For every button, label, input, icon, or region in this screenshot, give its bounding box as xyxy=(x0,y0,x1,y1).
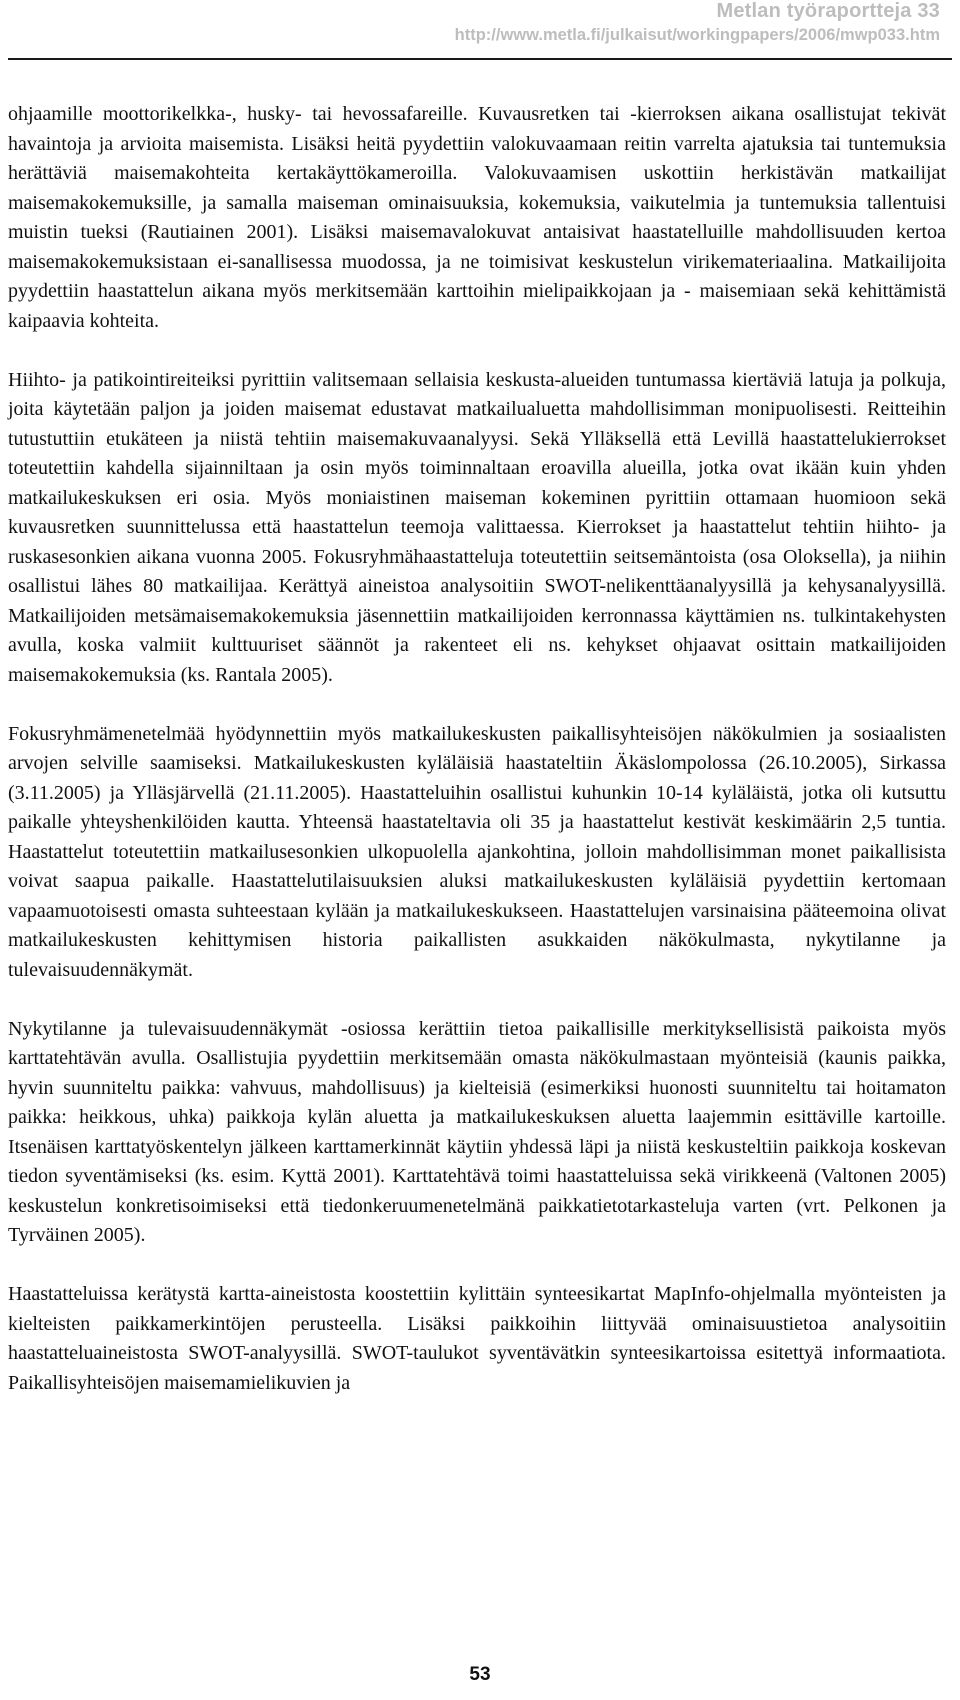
paragraph-3: Fokusryhmämenetelmää hyödynnettiin myös matkailukeskusten paikallisyhteisöjen näkökulmien ja sosiaalisten arvojen selville saamiseksi. Matkailukeskusten kyläläisiä haastateltiin Äkäslompolossa (26.10.2005), Sirkassa (3.11.2005) ja Ylläsjärvellä (21.11.2005). Haastatteluihin osallistui kuhunkin 10-14 kyläläistä, jotka oli kutsuttu paikalle yhteyshenkilöiden kautta. Yhteensä haastateltavia oli 35 ja haastattelut kestivät keskimäärin 2,5 tuntia. Haastattelut toteutettiin matkailusesonkien ulkopuolella ajankohtina, jolloin mahdollisimman monet paikallisista voivat saapua paikalle. Haastattelutilaisuuksien aluksi matkailukeskusten kyläläisiä pyydettiin kertomaan vapaamuotoisesti omasta suhteestaan kylään ja matkailukeskukseen. Haastattelujen varsinaisina pääteemoina olivat matkailukeskusten kehittymisen historia paikallisten asukkaiden näkökulmasta, nykytilanne ja tulevaisuudennäkymät. xyxy=(8,722,946,981)
page-number: 53 xyxy=(469,1664,491,1685)
paragraph-4: Nykytilanne ja tulevaisuudennäkymät -osiossa kerättiin tietoa paikallisille merkityksellisistä paikoista myös karttatehtävän avulla. Osallistujia pyydettiin merkitsemään omasta näkökulmastaan myönteisiä (kaunis paikka, hyvin suunniteltu paikka: vahvuus, mahdollisuus) ja kielteisiä (esimerkiksi huonosti suunniteltu tai hoitamaton paikka: heikkous, uhka) paikkoja kylän aluetta ja matkailukeskuksen aluetta laajemmin esittäville kartoille. Itsenäisen karttatyöskentelyn jälkeen karttamerkinnät käytiin yhdessä läpi ja niistä keskusteltiin paikkoja koskevan tiedon syventämiseksi (ks. esim. Kyttä 2001). Karttatehtävä toimi haastatteluissa sekä virikkeenä (Valtonen 2005) keskustelun konkretisoimiseksi että tiedonkeruumenetelmänä paikkatietotarkasteluja varten (vrt. Pelkonen ja Tyrväinen 2005). xyxy=(8,1017,946,1246)
paragraph-2: Hiihto- ja patikointireiteiksi pyrittiin valitsemaan sellaisia keskusta-alueiden tuntumassa kiertäviä latuja ja polkuja, joita käytetään paljon ja joiden maisemat edustavat matkailualuetta mahdollisimman monipuolisesti. Reitteihin tutustuttiin etukäteen ja niistä tehtiin maisemakuvaanalyysi. Sekä Ylläksellä että Levillä haastattelukierrokset toteutettiin kahdella sijainniltaan ja osin myös toiminnaltaan eroavilla alueilla, jotka ovat ikään kuin yhden matkailukeskuksen eri osia. Myös moniaistinen maiseman kokeminen pyrittiin ottamaan huomioon sekä kuvausretken suunnittelussa että haastattelun teemoja valittaessa. Kierrokset ja haastattelut tehtiin hiihto- ja ruskasesonkien aikana vuonna 2005. Fokusryhmähaastatteluja toteutettiin seitsemäntoista (osa Oloksella), ja niihin osallistui lähes 80 matkailijaa. Kerättyä aineistoa analysoitiin SWOT-nelikenttäanalyysillä ja kehysanalyysillä. Matkailijoiden metsämaisemakokemuksia jäsennettiin matkailijoiden kerronnassa käyttämien ns. tulkintakehysten avulla, koska valmiit kulttuuriset säännöt ja rakenteet eli ns. kehykset ohjaavat osittain matkailijoiden maisemakokemuksia (ks. Rantala 2005). xyxy=(8,368,946,686)
running-header xyxy=(455,0,940,45)
paragraph-1: ohjaamille moottorikelkka-, husky- tai hevossafareille. Kuvausretken tai -kierroksen aikana osallistujat tekivät havaintoja ja arvioita maisemista. Lisäksi heitä pyydettiin valokuvaamaan reitin varrelta ajatuksia tai tuntemuksia herättäviä maisemakohteita kertakäyttökameroilla. Valokuvaamisen uskottiin herkistävän matkailijat maisemakokemuksille, ja samalla maiseman ominaisuuksia, kokemuksia, vaikutelmia ja tuntemuksia tallentuisi muistin tueksi (Rautiainen 2001). Lisäksi maisemavalokuvat antaisivat haastatelluille mahdollisuuden kertoa maisemakokemuksistaan ei-sanallisessa muodossa, ja ne toimisivat keskustelun virikemateriaalina. Matkailijoita pyydettiin haastattelun aikana myös merkitsemään karttoihin mielipaikkojaan ja - maisemiaan sekä kehittämistä kaipaavia kohteita. xyxy=(8,103,946,332)
series-title: Metlan työraportteja 33 xyxy=(716,0,940,22)
paragraph-5: Haastatteluissa kerätystä kartta-aineistosta koostettiin kylittäin synteesikartat MapInfo-ohjelmalla myönteisten ja kielteisten paikkamerkintöjen perusteella. Lisäksi paikkoihin liittyvää ominaisuustietoa analysoitiin haastatteluaineistosta SWOT-analyysillä. SWOT-taulukot syventävätkin synteesikartoissa esitettyä informaatiota. Paikallisyhteisöjen maisemamielikuvien ja xyxy=(8,1283,946,1394)
header-rule xyxy=(8,58,952,60)
body-text xyxy=(8,100,946,1428)
publication-url[interactable]: http://www.metla.fi/julkaisut/workingpapers/2006/mwp033.htm xyxy=(454,26,940,44)
